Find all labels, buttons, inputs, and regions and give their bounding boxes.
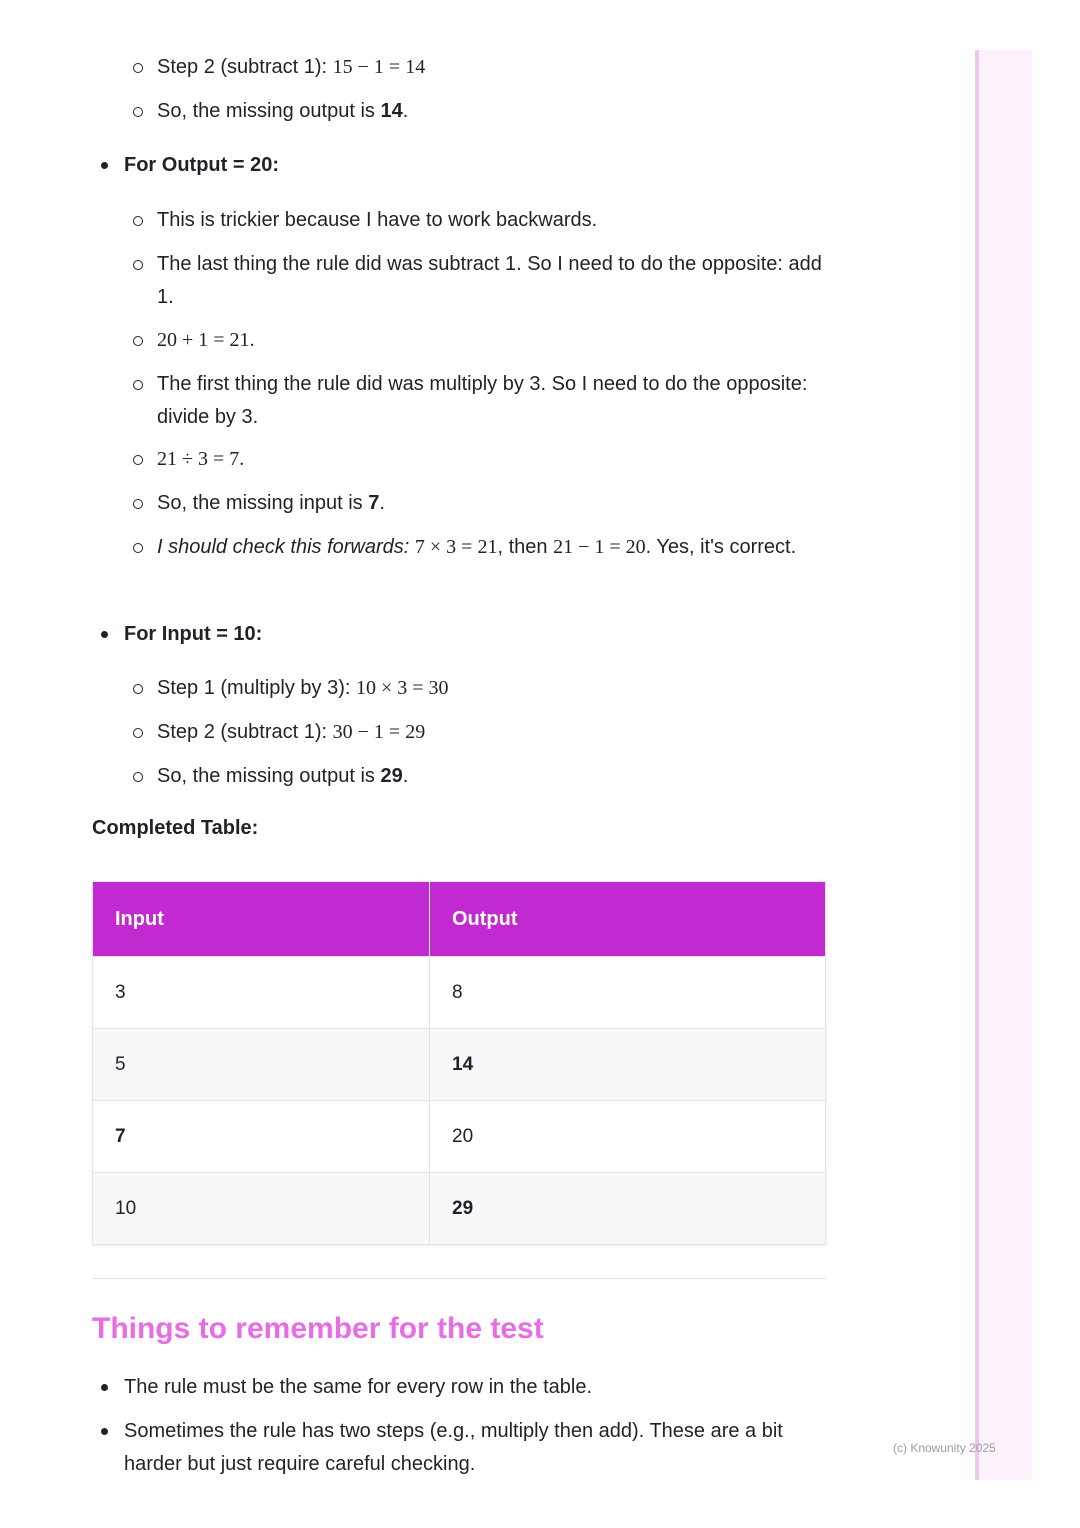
sidebar-band [975,50,1032,1480]
list-item: So, the missing output is 29. [157,760,837,793]
table-header-row [93,882,825,956]
cell-input: 5 [93,1029,430,1100]
list-item: So, the missing output is 14. [157,95,837,128]
cell-output: 29 [452,1197,474,1219]
cell-output: 20 [452,1125,474,1147]
list-item: The first thing the rule did was multiply by 3. So I need to do the opposite: divide by 3. [157,368,837,434]
list-item: 20 + 1 = 21. [157,324,837,357]
section-heading-input-10: For Input = 10: [124,618,834,651]
header-output: Output [452,907,518,930]
table-row [93,1100,825,1172]
table-row [93,1172,825,1244]
section-heading-output-20: For Output = 20: [124,149,834,182]
list-item: Step 2 (subtract 1): 15 − 1 = 14 [157,51,837,84]
cell-input: 3 [93,957,430,1028]
copyright-footer: (c) Knowunity 2025 [893,1441,996,1455]
table-row [93,956,825,1028]
cell-output: 8 [452,981,463,1003]
list-item: The last thing the rule did was subtract 1. So I need to do the opposite: add 1. [157,248,837,314]
table-title: Completed Table: [92,817,259,839]
list-item: I should check this forwards: 7 × 3 = 21, then 21 − 1 = 20. Yes, it's correct. [157,531,837,564]
table-row [93,1028,825,1100]
divider [92,1278,826,1279]
list-item: So, the missing input is 7. [157,487,837,520]
cell-input: 7 [93,1101,430,1172]
list-item: Sometimes the rule has two steps (e.g., multiply then add). These are a bit harder but just require careful checking. [124,1415,834,1481]
list-item: The rule must be the same for every row in the table. [124,1371,834,1404]
cell-output: 14 [452,1053,474,1075]
section-title: Things to remember for the test [92,1312,544,1345]
list-item: Step 1 (multiply by 3): 10 × 3 = 30 [157,672,837,705]
cell-input: 10 [93,1173,430,1244]
header-input: Input [93,882,430,956]
completed-table [92,881,826,1245]
list-item: This is trickier because I have to work backwards. [157,204,837,237]
list-item: Step 2 (subtract 1): 30 − 1 = 29 [157,716,837,749]
list-item: 21 ÷ 3 = 7. [157,443,837,476]
